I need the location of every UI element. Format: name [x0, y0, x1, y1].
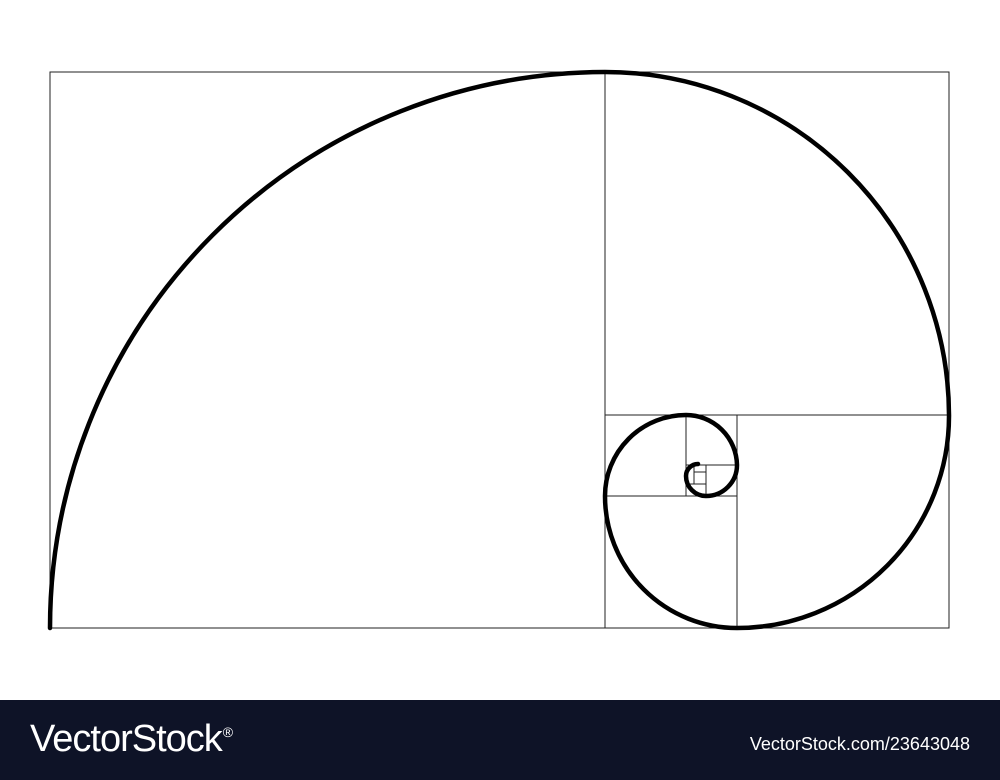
golden-spiral: [50, 72, 949, 628]
footer-bar: [0, 700, 1000, 780]
brand-text: VectorStock: [30, 718, 222, 760]
registered-mark: ®: [222, 724, 233, 741]
brand-logo: [30, 718, 232, 761]
image-id-text: VectorStock.com/23643048: [749, 734, 970, 754]
outer-rectangle: [50, 72, 949, 628]
